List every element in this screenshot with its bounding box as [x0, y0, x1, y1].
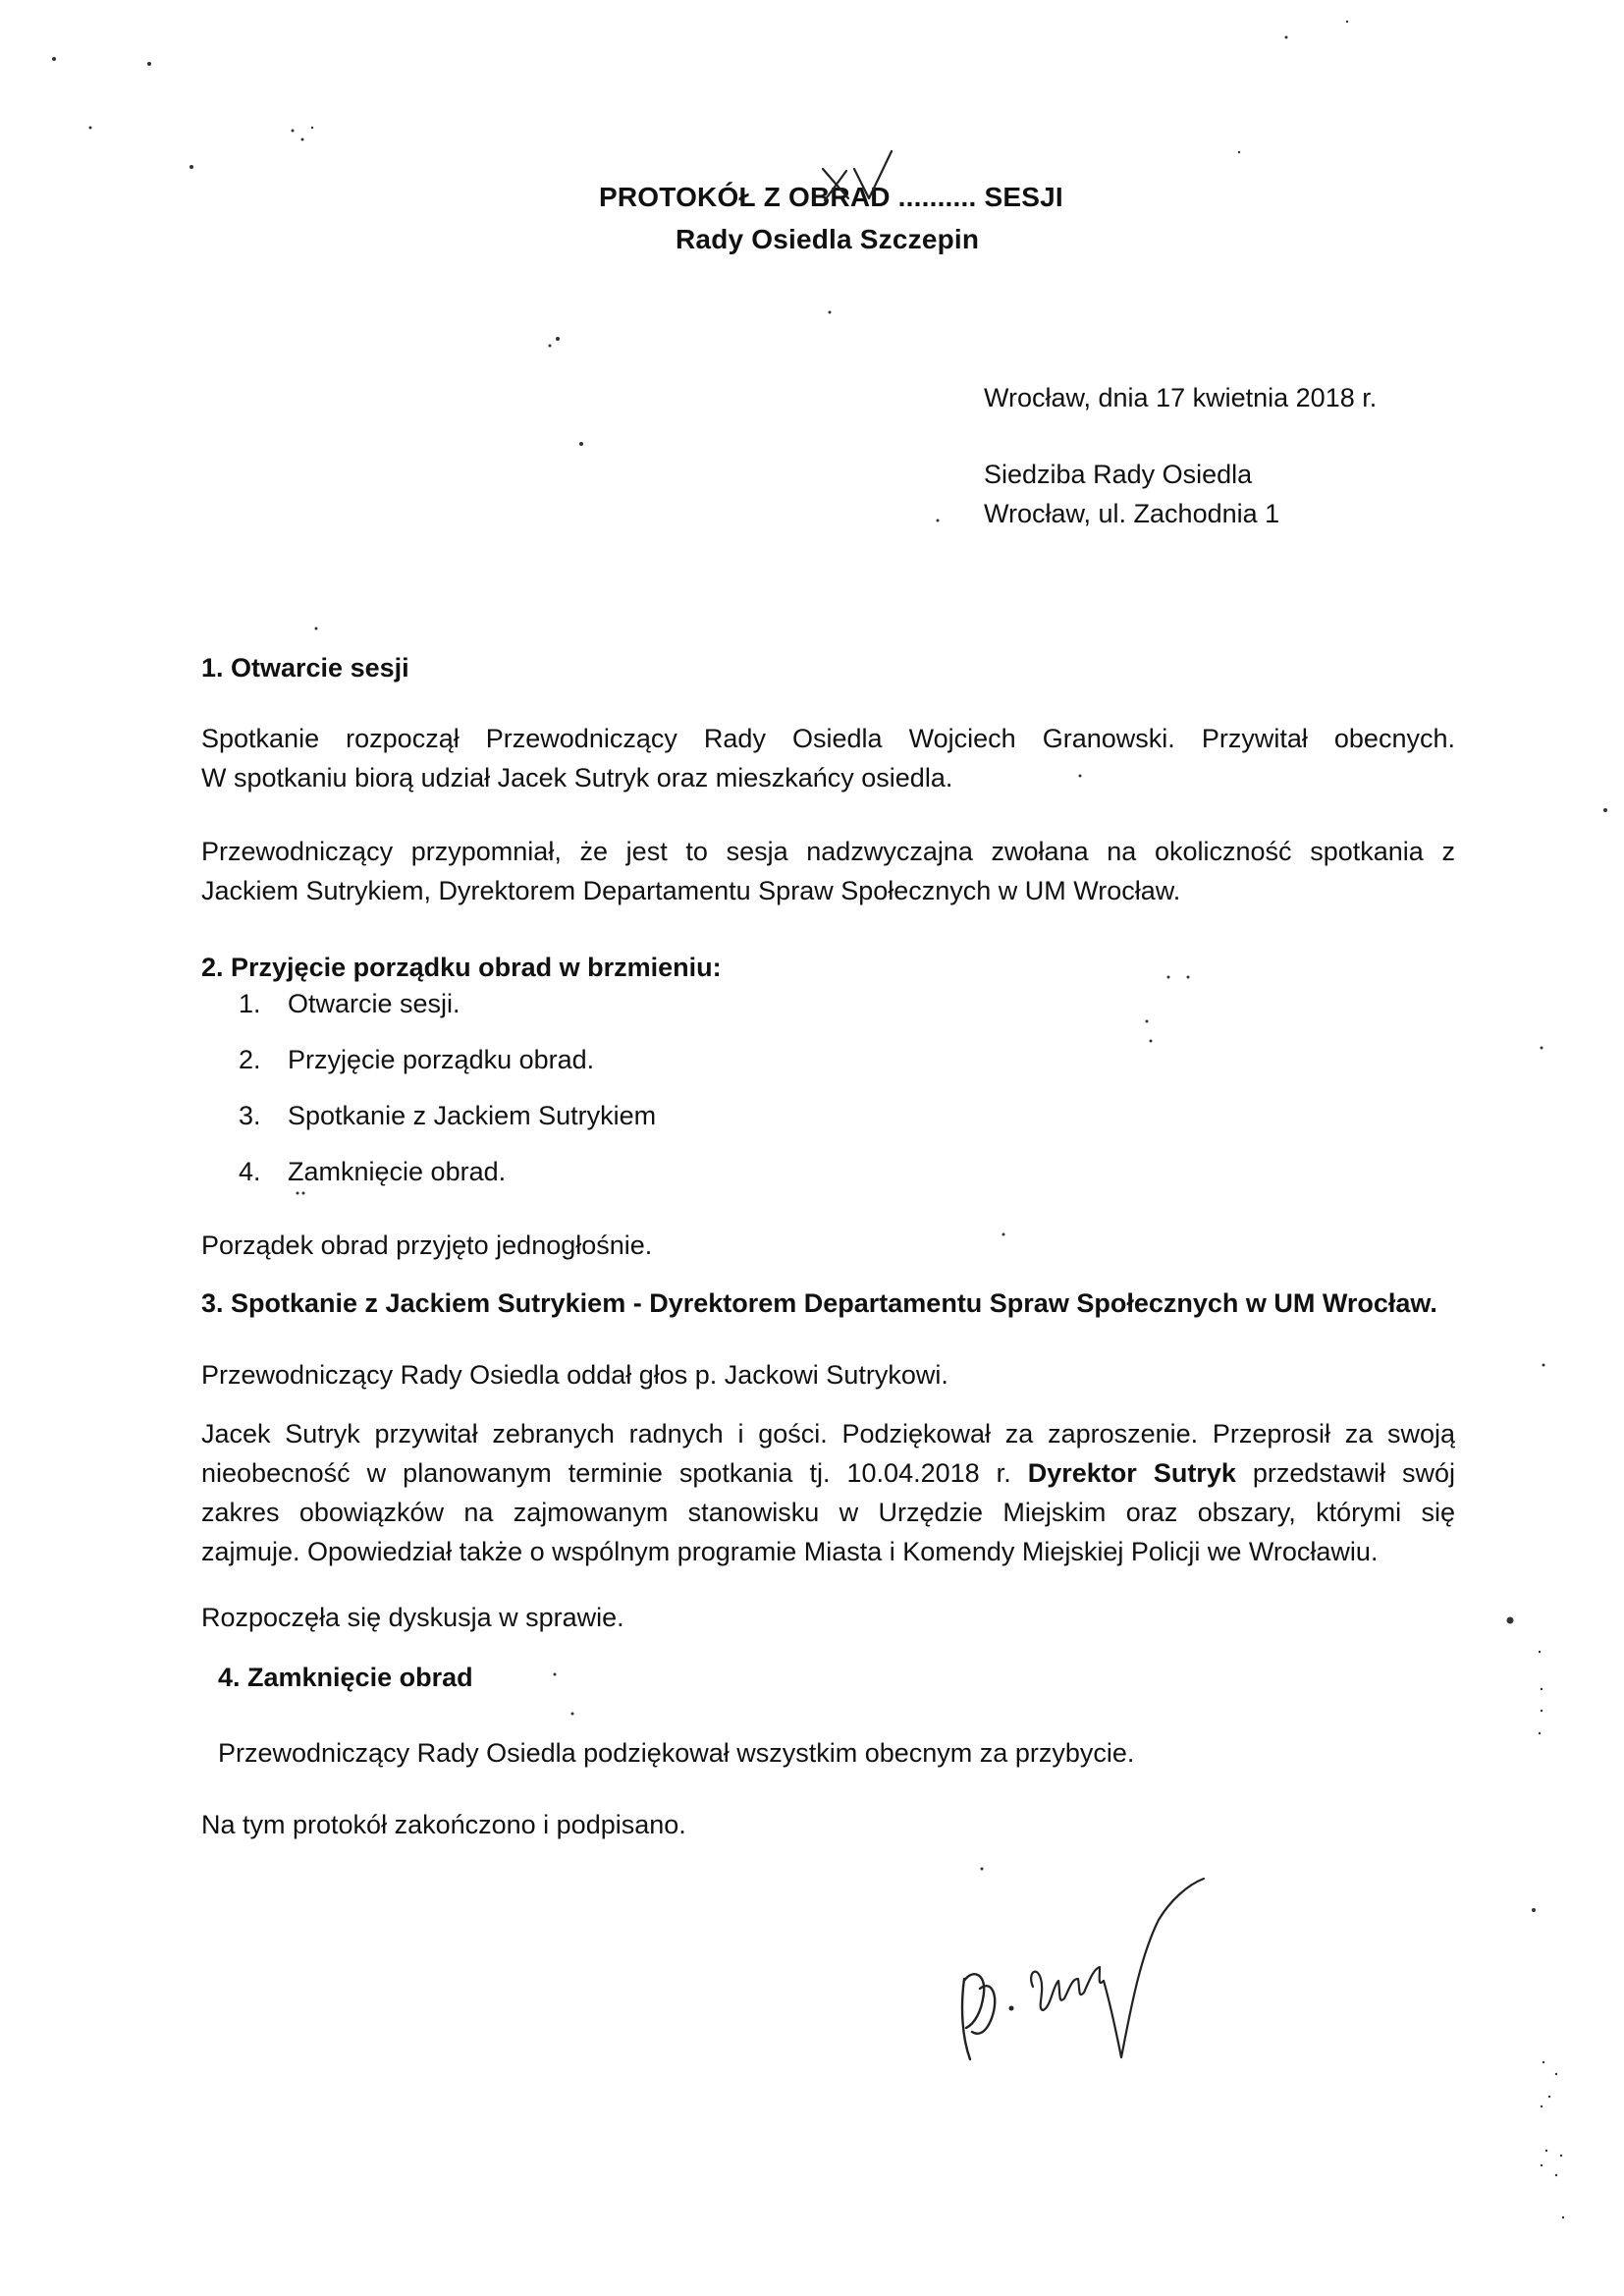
- section-4-heading: 4. Zamknięcie obrad: [218, 1663, 473, 1692]
- signature: [943, 1871, 1208, 2067]
- paragraph-line: Spotkanie rozpoczął Przewodniczący Rady Osiedla Wojciech Granowski. Przywitał obecnych.: [201, 724, 1455, 753]
- agenda-item-number: 3.: [239, 1101, 261, 1130]
- section-3-paragraph-2: [201, 1414, 1455, 1571]
- closing-line: Na tym protokół zakończono i podpisano.: [201, 1810, 686, 1839]
- agenda-item-1: [239, 984, 460, 1023]
- bold-text: Dyrektor Sutryk: [1027, 1458, 1236, 1488]
- paragraph-line: zajmuje. Opowiedział także o wspólnym programie Miasta i Komendy Miejskiej Policji we Wrocławiu.: [201, 1537, 1379, 1566]
- paragraph-line: W spotkaniu biorą udział Jacek Sutryk oraz mieszkańcy osiedla.: [201, 763, 953, 793]
- section-1-paragraph-1: [201, 719, 1455, 797]
- agenda-item-text: Otwarcie sesji.: [288, 989, 460, 1018]
- agenda-result: Porządek obrad przyjęto jednogłośnie.: [201, 1230, 653, 1260]
- agenda-item-text: Zamknięcie obrad.: [288, 1157, 507, 1186]
- agenda-item-number: 1.: [239, 989, 261, 1018]
- handwritten-session-number: [815, 147, 903, 206]
- section-2-heading: 2. Przyjęcie porządku obrad w brzmieniu:: [201, 953, 722, 982]
- venue-line-2: Wrocław, ul. Zachodnia 1: [984, 499, 1280, 528]
- agenda-item-number: 4.: [239, 1157, 261, 1186]
- section-1-paragraph-2: [201, 832, 1455, 910]
- agenda-item-text: Spotkanie z Jackiem Sutrykiem: [288, 1101, 657, 1130]
- agenda-item-2: [239, 1040, 594, 1079]
- paragraph-line: [201, 1453, 1455, 1493]
- title-prefix: PROTOKÓŁ Z OBRAD: [599, 182, 898, 212]
- date-line: Wrocław, dnia 17 kwietnia 2018 r.: [984, 383, 1378, 412]
- section-3-paragraph-1: Przewodniczący Rady Osiedla oddał głos p. Jackowi Sutrykowi.: [201, 1360, 948, 1390]
- document-subtitle: Rady Osiedla Szczepin: [676, 224, 980, 254]
- section-4-paragraph-1: Przewodniczący Rady Osiedla podziękował wszystkim obecnym za przybycie.: [218, 1738, 1135, 1768]
- title-dots: ..........: [897, 182, 977, 212]
- line-text: nieobecność w planowanym terminie spotkania tj. 10.04.2018 r.: [201, 1458, 1028, 1488]
- agenda-item-number: 2.: [239, 1045, 261, 1074]
- agenda-item-3: [239, 1096, 656, 1135]
- agenda-item-text: Przyjęcie porządku obrad.: [288, 1045, 595, 1074]
- section-1-heading: 1. Otwarcie sesji: [201, 653, 409, 683]
- agenda-item-4: [239, 1152, 506, 1191]
- venue-line-1: Siedziba Rady Osiedla: [984, 460, 1253, 489]
- title-suffix: SESJI: [976, 182, 1063, 212]
- paragraph-line: Jacek Sutryk przywitał zebranych radnych i gości. Podziękował za zaproszenie. Przeprosił za swoją: [201, 1419, 1455, 1449]
- line-text: przedstawił swój: [1235, 1458, 1455, 1488]
- paragraph-line: zakres obowiązków na zajmowanym stanowisku w Urzędzie Miejskim oraz obszary, którymi się: [201, 1498, 1455, 1527]
- paragraph-line: Przewodniczący przypomniał, że jest to sesja nadzwyczajna zwołana na okoliczność spotkania z: [201, 837, 1455, 866]
- section-3-heading: 3. Spotkanie z Jackiem Sutrykiem - Dyrektorem Departamentu Spraw Społecznych w UM Wrocław.: [201, 1288, 1437, 1318]
- section-3-paragraph-3: Rozpoczęła się dyskusja w sprawie.: [201, 1603, 624, 1632]
- paragraph-line: Jackiem Sutrykiem, Dyrektorem Departamentu Spraw Społecznych w UM Wrocław.: [201, 876, 1181, 905]
